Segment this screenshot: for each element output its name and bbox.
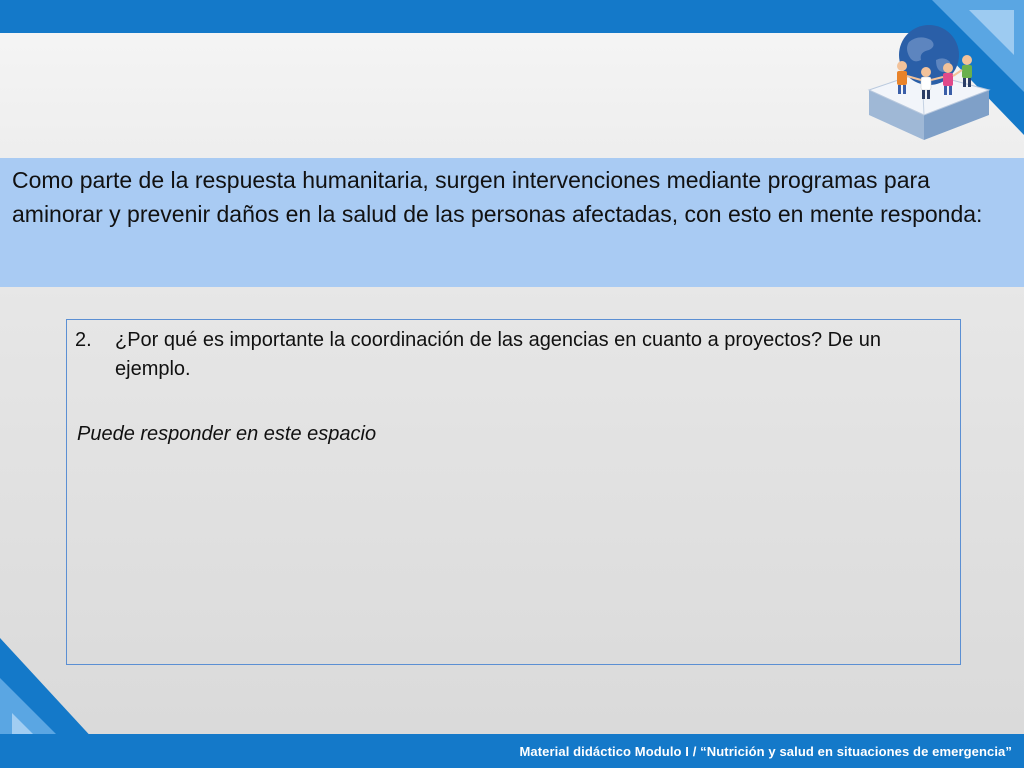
question-item (75, 326, 955, 384)
footer-text: Material didáctico Modulo I / “Nutrición y salud en situaciones de emergencia” (519, 744, 1012, 759)
answer-hint[interactable]: Puede responder en este espacio (77, 423, 377, 445)
question-number: 2. (75, 329, 92, 351)
question-text: ¿Por qué es importante la coordinación de las agencias en cuanto a proyectos? De un ejemplo. (115, 329, 882, 380)
globe-children-book-icon (864, 20, 994, 145)
intro-text: Como parte de la respuesta humanitaria, surgen intervenciones mediante programas para aminorar y prevenir daños en la salud de las personas afectadas, con esto en mente responda: (12, 167, 983, 227)
